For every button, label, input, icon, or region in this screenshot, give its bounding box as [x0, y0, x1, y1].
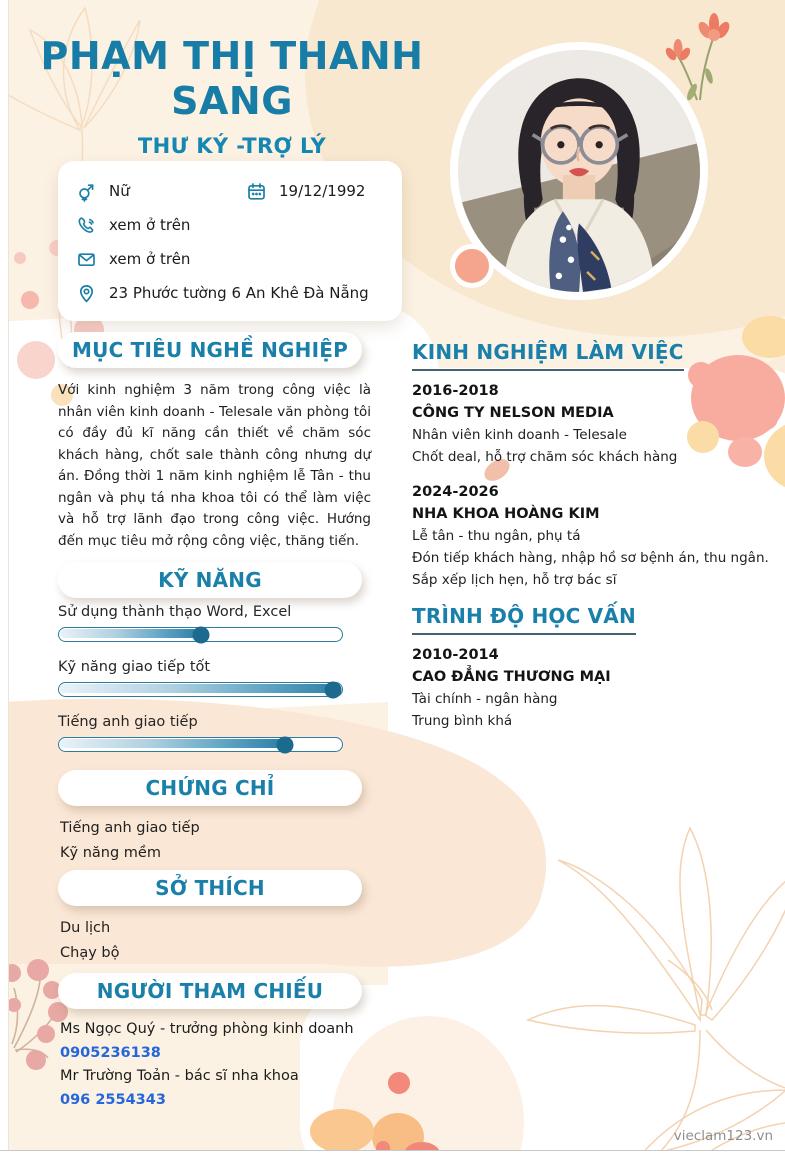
section-header-objective	[58, 332, 362, 368]
job-title: THƯ KÝ -TRỢ LÝ	[137, 134, 327, 158]
skill-bar-fill	[60, 739, 284, 748]
skills-list	[58, 604, 343, 769]
objective-text: Với kinh nghiệm 3 năm trong công việc là nhân viên kinh doanh - Telesale văn phòng tôi có đầy đủ kĩ năng cần thiết về chăm sóc khách hàng, chốt sale thành công nhưng dự án. Đồng thời 1 năm kinh nghiệm lễ Tân - thu ngân và phụ tá nha khoa tôi có thể làm việc và hỗ trợ lãnh đạo trong công việc. Hướng đến mục tiêu mở rộng công việc, thăng tiến.	[58, 382, 371, 549]
skill-item	[58, 714, 343, 752]
calendar-icon	[246, 181, 267, 202]
contact-card	[58, 161, 402, 321]
candidate-name-line2: SANG	[171, 79, 293, 123]
skill-bar	[58, 737, 343, 752]
mail-icon	[76, 249, 97, 270]
reference-item	[60, 1065, 354, 1112]
reference-name: Mr Trường Toản - bác sĩ nha khoa	[60, 1068, 299, 1084]
skill-bar	[58, 627, 343, 642]
experience-period: 2024-2026	[412, 484, 499, 500]
section-header-references	[58, 973, 362, 1009]
section-title-certificates: CHỨNG CHỈ	[145, 776, 275, 800]
contact-row-address	[76, 276, 384, 310]
education-school: CAO ĐẲNG THƯƠNG MẠI	[412, 669, 611, 685]
hobby-item: Chạy bộ	[60, 945, 120, 961]
experience-item	[412, 380, 784, 468]
skill-label: Kỹ năng giao tiếp tốt	[58, 659, 211, 675]
skill-bar-dot	[192, 626, 209, 643]
education-line: Tài chính - ngân hàng	[412, 691, 558, 707]
section-title-objective: MỤC TIÊU NGHỀ NGHIỆP	[72, 338, 348, 362]
address-value: 23 Phước tường 6 An Khê Đà Nẵng	[109, 284, 369, 302]
hobby-item: Du lịch	[60, 920, 111, 936]
skill-bar-fill	[60, 684, 341, 693]
birthday-value: 19/12/1992	[279, 182, 366, 200]
section-title-references: NGƯỜI THAM CHIẾU	[96, 979, 324, 1003]
certificate-item: Tiếng anh giao tiếp	[60, 820, 200, 836]
candidate-name	[22, 34, 442, 124]
experience-company: NHA KHOA HOÀNG KIM	[412, 506, 600, 522]
phone-value: xem ở trên	[109, 216, 191, 234]
skill-label: Sử dụng thành thạo Word, Excel	[58, 604, 292, 620]
section-title-education: TRÌNH ĐỘ HỌC VẤN	[412, 604, 636, 635]
email-value: xem ở trên	[109, 250, 191, 268]
contact-row-phone	[76, 208, 384, 242]
experience-line: Sắp xếp lịch hẹn, hỗ trợ bác sĩ	[412, 572, 617, 588]
header	[22, 34, 442, 158]
experience-line: Đón tiếp khách hàng, nhập hồ sơ bệnh án, thu ngân.	[412, 550, 769, 566]
candidate-name-line1: PHẠM THỊ THANH	[40, 34, 424, 78]
reference-name: Ms Ngọc Quý - trưởng phòng kinh doanh	[60, 1021, 354, 1037]
experience-line: Nhân viên kinh doanh - Telesale	[412, 427, 627, 443]
gender-icon	[76, 181, 97, 202]
experience-item	[412, 481, 784, 591]
contact-row-gender-birthday	[76, 174, 384, 208]
education-line: Trung bình khá	[412, 713, 513, 729]
section-title-experience: KINH NGHIỆM LÀM VIỆC	[412, 340, 684, 371]
skill-bar	[58, 682, 343, 697]
skill-item	[58, 604, 343, 642]
experience-line: Lễ tân - thu ngân, phụ tá	[412, 528, 581, 544]
section-header-skills	[58, 562, 362, 598]
portrait-illustration	[458, 50, 700, 292]
education-item	[412, 644, 784, 732]
gender-value: Nữ	[109, 182, 130, 200]
certificate-item: Kỹ năng mềm	[60, 845, 161, 861]
experience-company: CÔNG TY NELSON MEDIA	[412, 405, 614, 421]
phone-icon	[76, 215, 97, 236]
experience-period: 2016-2018	[412, 383, 499, 399]
education-period: 2010-2014	[412, 647, 499, 663]
skill-label: Tiếng anh giao tiếp	[58, 714, 198, 730]
reference-item	[60, 1018, 354, 1065]
references-list	[60, 1018, 354, 1112]
certificates-list	[60, 816, 200, 866]
experience-line: Chốt deal, hỗ trợ chăm sóc khách hàng	[412, 449, 678, 465]
hobbies-list	[60, 916, 119, 966]
reference-phone-link[interactable]: 0905236138	[60, 1044, 161, 1061]
skill-bar-dot	[277, 736, 294, 753]
section-header-certificates	[58, 770, 362, 806]
watermark: vieclam123.vn	[673, 1128, 773, 1144]
contact-row-email	[76, 242, 384, 276]
photo-accent-circle	[450, 244, 494, 288]
section-title-hobbies: SỞ THÍCH	[155, 876, 265, 900]
reference-phone-link[interactable]: 096 2554343	[60, 1091, 166, 1108]
location-pin-icon	[76, 283, 97, 304]
right-column	[412, 340, 784, 745]
skill-bar-fill	[60, 629, 200, 638]
section-header-hobbies	[58, 870, 362, 906]
skill-bar-dot	[325, 681, 342, 698]
section-title-skills: KỸ NĂNG	[158, 568, 262, 592]
skill-item	[58, 659, 343, 697]
